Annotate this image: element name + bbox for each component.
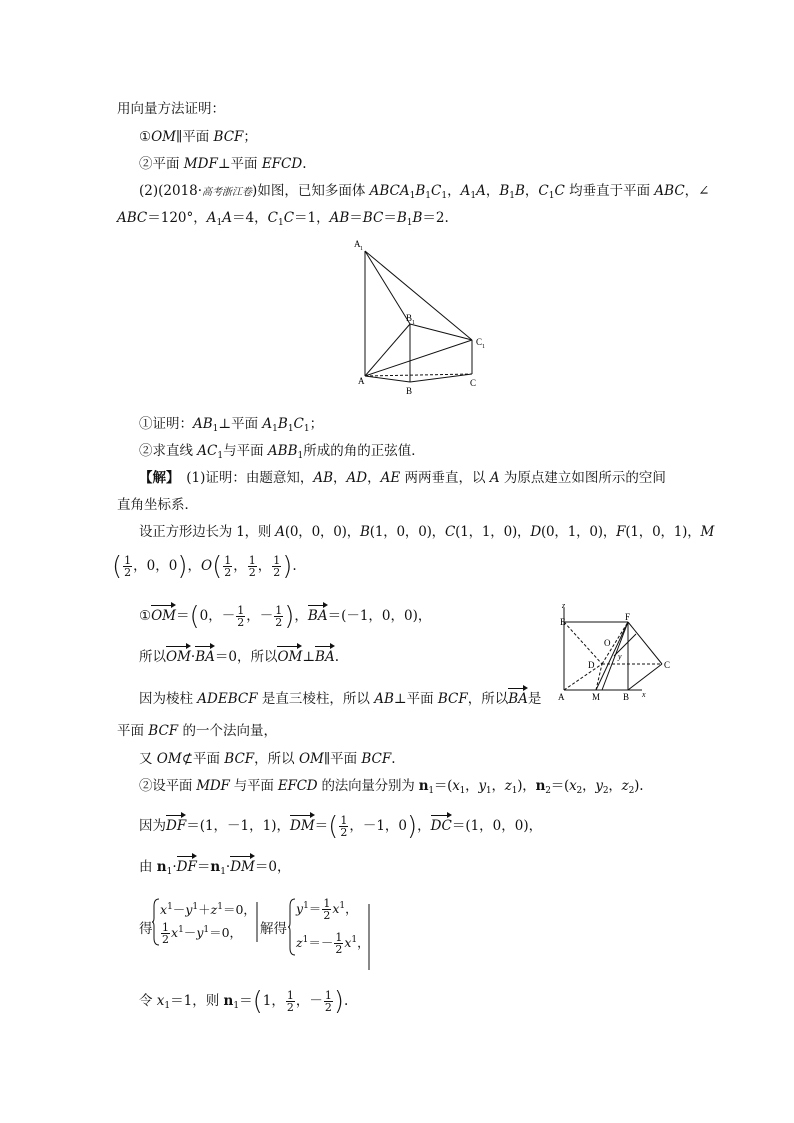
intro-line: 用向量方法证明： <box>117 101 225 117</box>
label-C2: C <box>664 660 671 670</box>
proof-item-2: ②平面 MDF⊥平面 EFCD. <box>139 156 307 172</box>
left-brace <box>152 898 160 946</box>
axis-z-label: z <box>562 604 566 610</box>
solution-line-3: 设正方形边长为 1，则 A(0，0，0)，B(1，0，0)，C(1，1，0)，D(0，1，0)，F(1，0，1)，M <box>139 524 715 540</box>
label-A1: A <box>354 239 361 249</box>
label-A1-sub: 1 <box>360 246 363 252</box>
system-1-eq-2: $\frac{1}{2}$ $x^1-y^1=0$， <box>162 921 243 946</box>
axis-x-label: x <box>642 690 646 699</box>
label-C1-sub: 1 <box>482 344 485 350</box>
label-D: D <box>588 660 595 670</box>
solution-line-2: 直角坐标系． <box>117 497 198 513</box>
axis-y-label: y <box>618 652 622 661</box>
polyhedron-figure <box>348 233 498 403</box>
coordinate-figure <box>556 604 676 704</box>
solution-line-13-lead: 得 <box>139 921 153 937</box>
problem-2-line-2: ABC＝120°，$A_1A=4$，$C_1C=1$，$AB=BC=B_1B=2$. <box>117 210 449 228</box>
solution-line-14: 令 $x_1=1$，则 $n_1=(1$， $\frac{1}{2}$ ，－ $\frac{1}{2}$ ). <box>139 986 349 1017</box>
solution-line-4: ( $\frac{1}{2}$ ，0，0)，O( $\frac{1}{2}$ ， $\frac{1}{2}$ ， $\frac{1}{2}$ ). <box>112 551 297 582</box>
system-2-eq-2: $z^1=-$ $\frac{1}{2}$ $x^1$， <box>296 931 370 956</box>
left-brace-2 <box>288 898 296 956</box>
solution-line-5: ①OM＝(0，－ $\frac{1}{2}$ ，－ $\frac{1}{2}$ )，BA＝(－1，0，0)， <box>139 601 432 632</box>
proof-item-1: ①OM∥平面 BCF； <box>139 129 257 145</box>
solution-line-7: 因为棱柱 ADEBCF 是直三棱柱，所以 AB⊥平面 BCF，所以BA是 <box>139 691 542 707</box>
label-B1: B <box>406 313 413 323</box>
label-C: C <box>470 378 477 388</box>
problem-2-line-1: (2)(2018·高考浙江卷)如图，已知多面体 $ABCA_1B_1C_1$，$A_1A$，$B_1B$，$C_1C$ 均垂直于平面 ABC，∠ <box>139 183 710 201</box>
system-1-eq-1: $x^1-y^1+z^1=0$， <box>160 902 256 917</box>
solution-line-6: 所以OM·BA＝0，所以OM⊥BA. <box>139 649 340 665</box>
label-F: F <box>625 612 631 622</box>
solution-line-10: ②设平面 MDF 与平面 EFCD 的法向量分别为 $n_1=(x_1$，$y_1$，$z_1$)，$n_2=(x_2$，$y_2$，$z_2$). <box>139 778 644 796</box>
label-M: M <box>592 692 601 702</box>
label-B2: B <box>623 692 630 702</box>
system-2-eq-1: $y^1=$ $\frac{1}{2}$ $x^1$， <box>296 897 358 922</box>
label-E: E <box>560 617 566 627</box>
label-A2: A <box>558 692 565 702</box>
label-B: B <box>406 386 413 396</box>
solution-line-11: 因为DF＝(1，－1，1)，DM＝( $\frac{1}{2}$ ，－1，0)，DC＝(1，0，0)， <box>139 811 543 842</box>
right-brace-2 <box>368 902 374 972</box>
solution-line-12: 由 $n_1\cdot DF=n_1\cdot DM=0$， <box>139 859 291 877</box>
label-C1: C <box>476 337 483 347</box>
label-B1-sub: 1 <box>412 320 415 326</box>
solution-line-8: 平面 BCF 的一个法向量， <box>117 723 277 739</box>
question-1: ①证明：$AB_1\perp$平面 $A_1B_1C_1$； <box>139 416 324 434</box>
solution-line-13-mid: 解得 <box>260 921 287 937</box>
solution-line-1: 【解】 (1)证明：由题意知，AB，AD，AE 两两垂直，以 A 为原点建立如图所示的空间 <box>139 470 666 486</box>
label-A: A <box>358 376 365 386</box>
label-O: O <box>604 638 611 648</box>
question-2: ②求直线 $AC_1$与平面 $ABB_1$所成的角的正弦值． <box>139 443 425 461</box>
solution-line-9: 又 OM⊄平面 BCF，所以 OM∥平面 BCF. <box>139 751 396 767</box>
